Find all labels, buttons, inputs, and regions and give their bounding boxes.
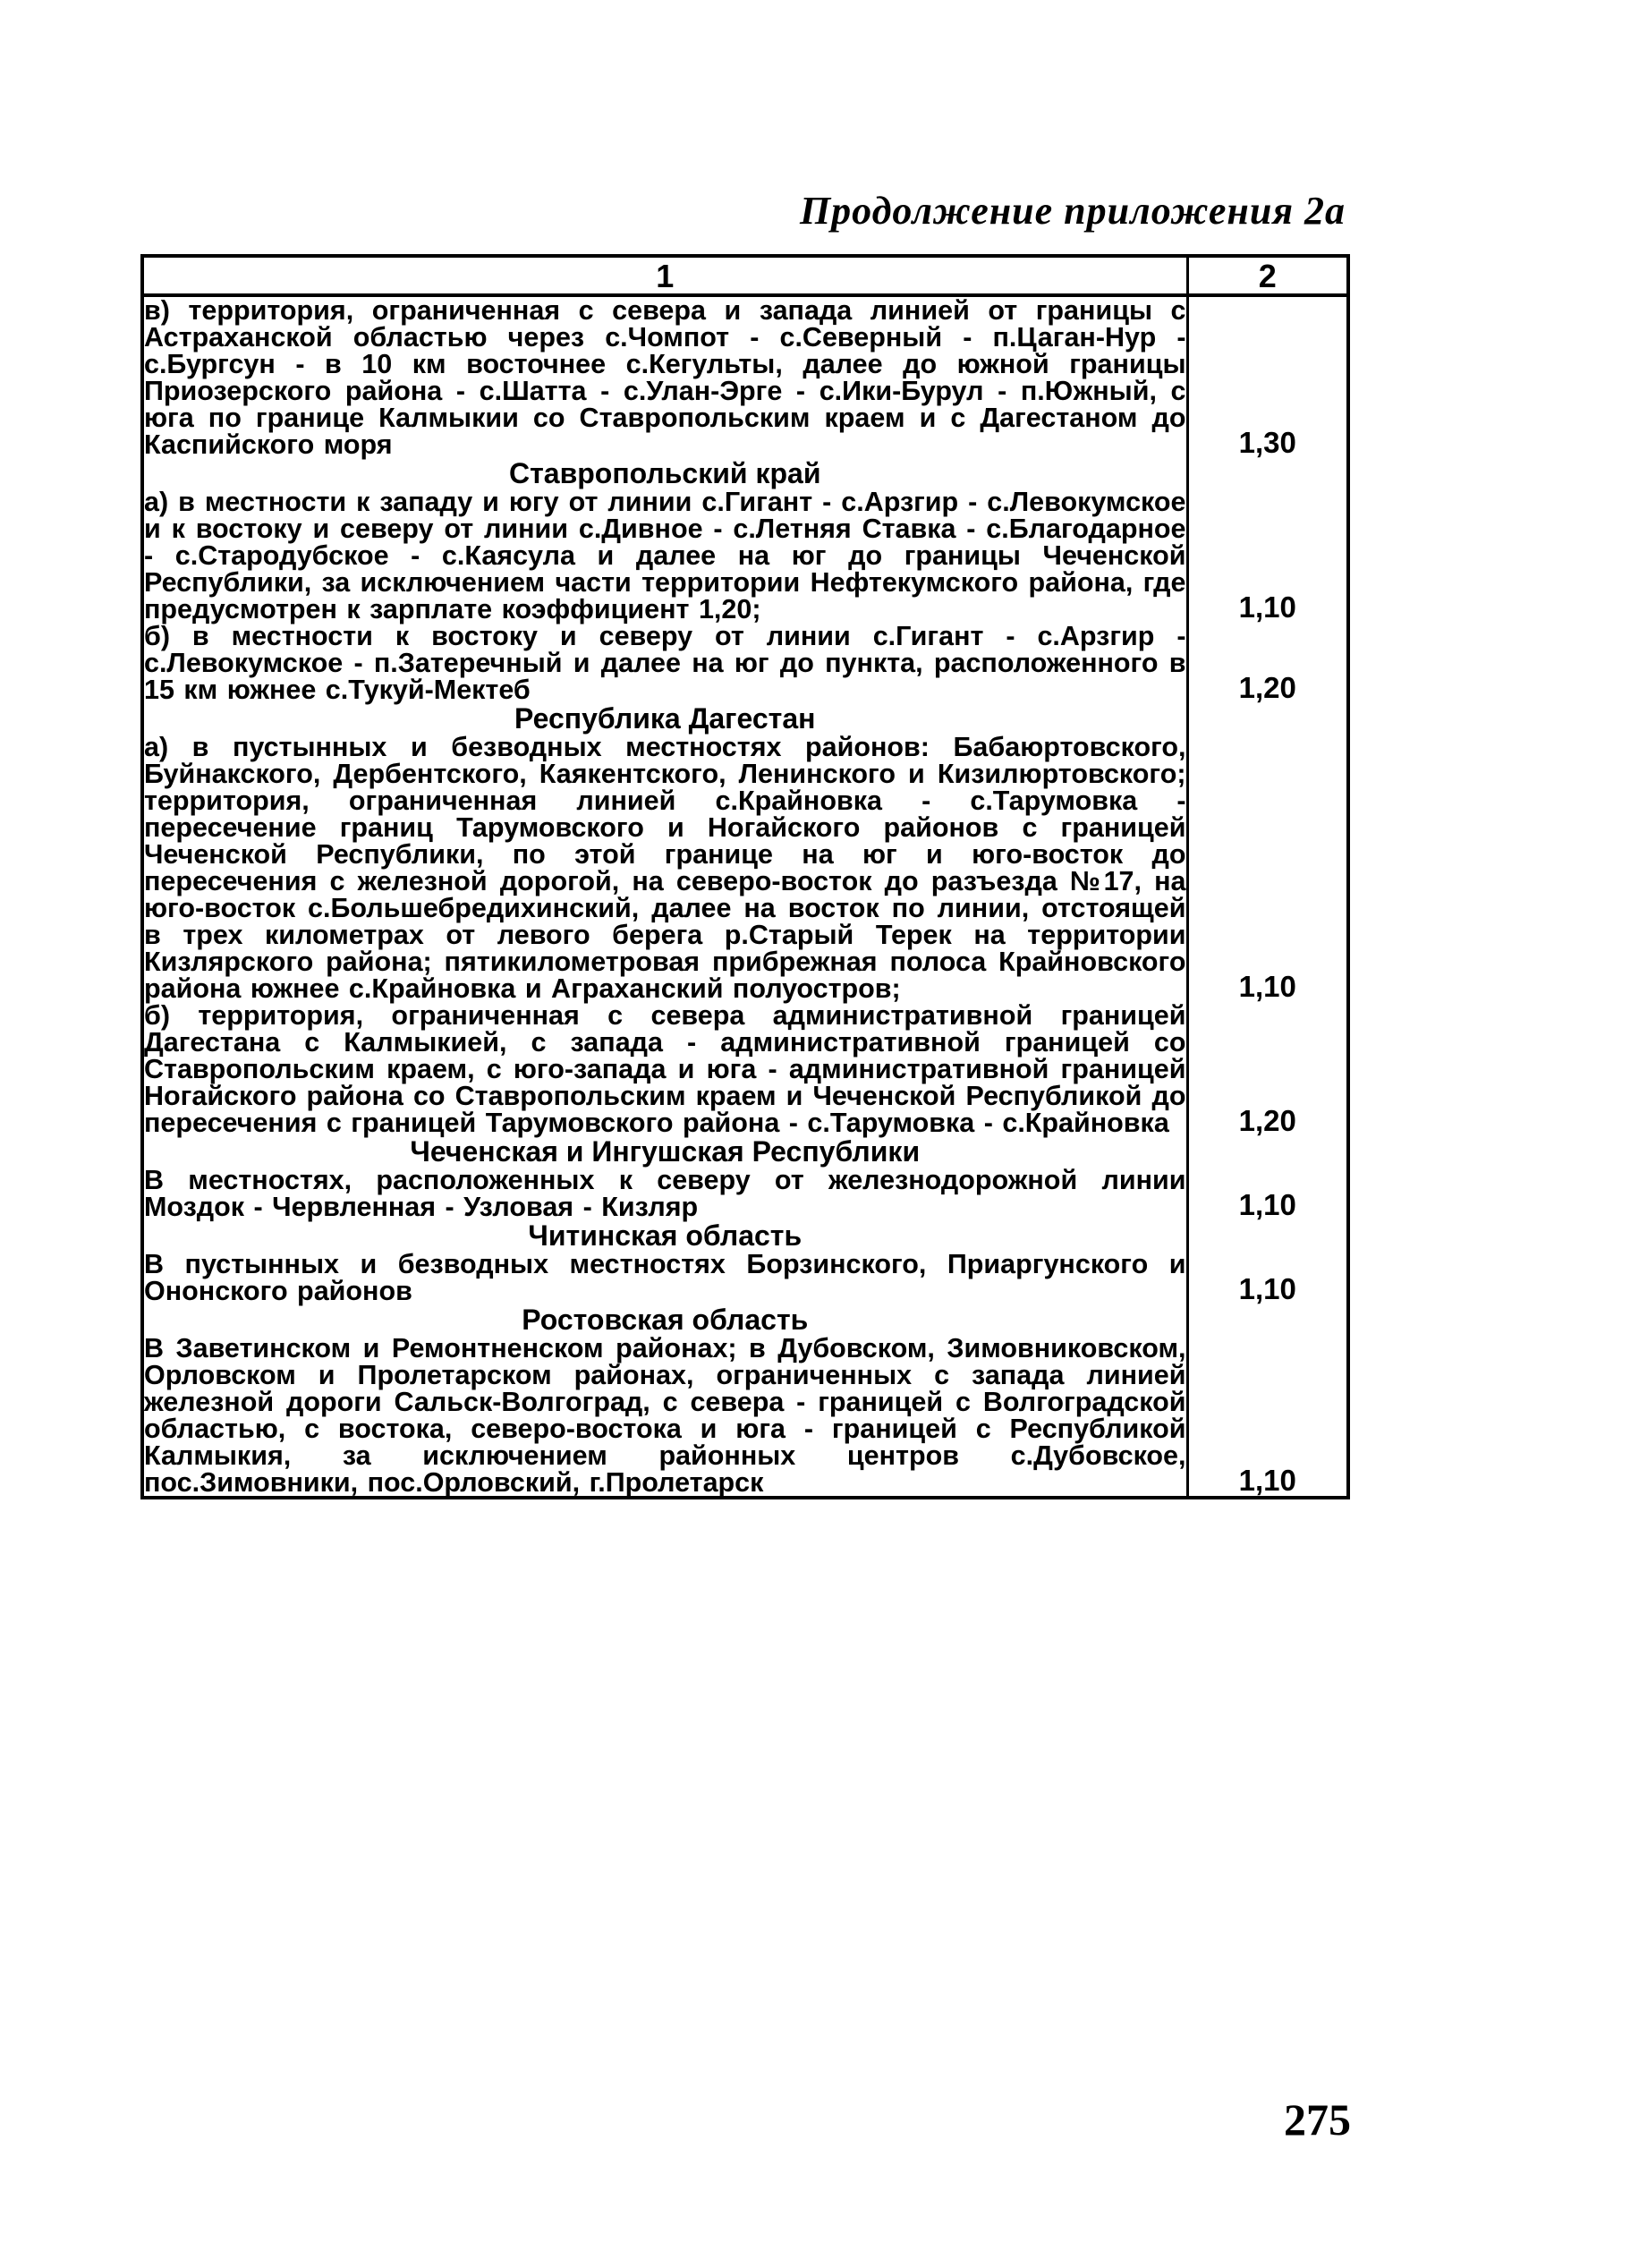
region-heading-row xyxy=(142,1304,1348,1335)
coefficient-value: 1,10 xyxy=(1187,1167,1348,1220)
region-heading-row xyxy=(142,1220,1348,1251)
empty-cell xyxy=(1187,1136,1348,1167)
empty-cell xyxy=(1187,703,1348,734)
coefficients-table xyxy=(140,254,1350,1499)
coefficient-value: 1,20 xyxy=(1187,623,1348,703)
coefficient-value: 1,10 xyxy=(1187,1335,1348,1498)
coefficient-value: 1,20 xyxy=(1187,1002,1348,1136)
region-heading: Ростовская область xyxy=(142,1304,1187,1335)
territory-description: В пустынных и безводных местностях Борзинского, Приаргунского и Ононского районов xyxy=(144,1249,1186,1306)
region-heading: Ставропольский край xyxy=(142,458,1187,488)
coefficient-value: 1,10 xyxy=(1187,488,1348,623)
continuation-header: Продолжение приложения 2а xyxy=(799,189,1346,233)
column-header-territory: 1 xyxy=(142,256,1187,295)
table-row xyxy=(142,488,1348,623)
territory-description: а) в местности к западу и югу от линии с.Гигант - с.Арзгир - с.Левокумское и к востоку и северу от линии с.Дивное - с.Летняя Ставка - с.Благодарное - с.Стародубское - с.Каясула и далее на юг до границы Чеченской Республики, за исключением части территории Нефтекумского района, где предусмотрен к зарплате коэффициент 1,20; xyxy=(144,487,1186,624)
territory-description: а) в пустынных и безводных местностях районов: Бабаюртовского, Буйнакского, Дербентского, Каякентского, Ленинского и Кизилюртовского; территория, ограниченная линией с.Крайновка - с.Тарумовка - пересечение границ Тарумовского и Ногайского районов с границей Чеченской Республики, по этой границе на юг и юго-восток до пересечения с железной дорогой, на северо-восток до разъезда №17, на юго-восток с.Большебредихинский, далее на восток по линии, отстоящей в трех километрах от левого берега р.Старый Терек на территории Кизлярского района; пятикилометровая прибрежная полоса Крайновского района южнее с.Крайновка и Аграханский полуостров; xyxy=(144,732,1186,1004)
coefficient-value: 1,10 xyxy=(1187,734,1348,1002)
table-row xyxy=(142,1002,1348,1136)
region-heading: Читинская область xyxy=(142,1220,1187,1251)
table-row xyxy=(142,623,1348,703)
table-row xyxy=(142,1167,1348,1220)
region-heading-row xyxy=(142,458,1348,488)
territory-description: б) территория, ограниченная с севера административной границей Дагестана с Калмыкией, с запада - административной границей со Ставропольским краем, с юго-запада и юга - административной границей Ногайского района со Ставропольским краем и Чеченской Республикой до пересечения с границей Тарумовского района - с.Тарумовка - с.Крайновка xyxy=(144,1000,1186,1138)
table-row xyxy=(142,1335,1348,1498)
empty-cell xyxy=(1187,1220,1348,1251)
empty-cell xyxy=(1187,458,1348,488)
territory-description: В Заветинском и Ремонтненском районах; в Дубовском, Зимовниковском, Орловском и Пролетарском районах, ограниченных с запада линией железной дороги Сальск-Волгоград, с севера - границей с Волгоградской областью, с востока, северо-востока и юга - границей с Республикой Калмыкия, за исключением районных центров с.Дубовское, пос.Зимовники, пос.Орловский, г.Пролетарск xyxy=(144,1333,1186,1498)
page-number: 275 xyxy=(1284,2094,1351,2145)
empty-cell xyxy=(1187,1304,1348,1335)
region-heading-row xyxy=(142,703,1348,734)
region-heading: Республика Дагестан xyxy=(142,703,1187,734)
territory-description: б) в местности к востоку и северу от линии с.Гигант - с.Арзгир - с.Левокумское - п.Затеречный и далее на юг до пункта, расположенного в 15 км южнее с.Тукуй-Мектеб xyxy=(144,621,1186,705)
coefficient-value: 1,30 xyxy=(1187,295,1348,458)
territory-description: в) территория, ограниченная с севера и запада линией от границы с Астраханской областью через с.Чомпот - с.Северный - п.Цаган-Нур - с.Бургсун - в 10 км восточнее с.Кегульты, далее до южной границы Приозерского района - с.Шатта - с.Улан-Эрге - с.Ики-Бурул - п.Южный, с юга по границе Калмыкии со Ставропольским краем и с Дагестаном до Каспийского моря xyxy=(144,295,1186,460)
table-header-row xyxy=(142,256,1348,295)
region-heading-row xyxy=(142,1136,1348,1167)
table-row xyxy=(142,1251,1348,1304)
coefficient-value: 1,10 xyxy=(1187,1251,1348,1304)
table-row xyxy=(142,734,1348,1002)
table-body xyxy=(142,295,1348,1498)
table-row xyxy=(142,295,1348,458)
region-heading: Чеченская и Ингушская Республики xyxy=(142,1136,1187,1167)
column-header-coefficient: 2 xyxy=(1187,256,1348,295)
territory-description: В местностях, расположенных к северу от железнодорожной линии Моздок - Червленная - Узловая - Кизляр xyxy=(144,1165,1186,1222)
